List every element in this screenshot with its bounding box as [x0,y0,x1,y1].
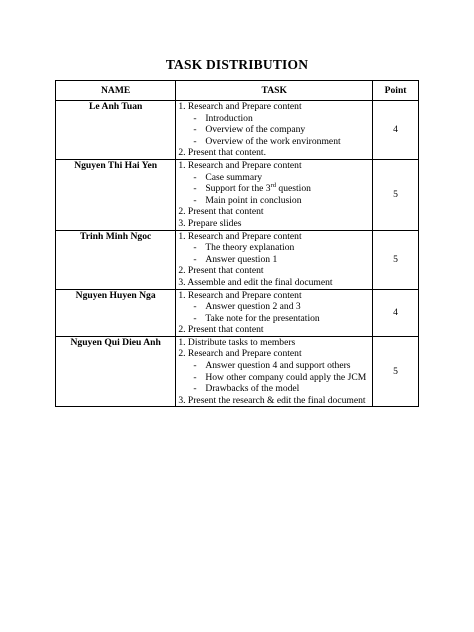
task-subitem: - Overview of the work environment [193,135,341,147]
task-line: 2. Present that content. [178,147,266,159]
task-subitem: - Support for the 3rd question [193,181,311,195]
dash-bullet: - [193,301,197,313]
task-subitem: - Overview of the company [193,124,306,136]
task-cell [176,230,373,289]
task-subitem: - Answer question 4 and support others [193,360,351,372]
point-value: 4 [373,289,419,336]
dash-bullet: - [193,124,197,136]
task-line: 2. Research and Prepare content [178,348,302,360]
task-subitem: - Answer question 2 and 3 [193,301,301,313]
point-value: 5 [373,159,419,230]
task-subitem: - Introduction [193,112,253,124]
task-line: 1. Research and Prepare content [178,101,302,112]
dash-bullet: - [193,312,197,324]
column-header-task: TASK [176,81,373,101]
member-name: Nguyen Huyen Nga [56,289,176,336]
task-line: 1. Research and Prepare content [178,159,302,171]
task-cell [176,101,373,160]
task-cell [176,289,373,336]
task-subitem: - Take note for the presentation [193,312,320,324]
task-distribution-table [55,80,419,407]
column-header-point: Point [373,81,419,101]
task-cell [176,159,373,230]
column-header-name: NAME [56,81,176,101]
task-subitem: - The theory explanation [193,242,295,254]
table-row [56,336,419,407]
task-line: 1. Distribute tasks to members [178,336,296,348]
dash-bullet: - [193,194,197,206]
task-line: 1. Research and Prepare content [178,230,302,242]
point-value: 5 [373,230,419,289]
table-row [56,101,419,160]
task-subitem: - Case summary [193,171,263,183]
page-title: TASK DISTRIBUTION [165,57,309,72]
table-row [56,230,419,289]
member-name: Le Anh Tuan [56,101,176,160]
dash-bullet: - [193,383,197,395]
task-cell [176,336,373,407]
dash-bullet: - [193,183,197,195]
member-name: Nguyen Thi Hai Yen [56,159,176,230]
task-line: 3. Prepare slides [178,217,242,229]
task-subitem: - Main point in conclusion [193,194,302,206]
table-row [56,159,419,230]
point-value: 5 [373,336,419,407]
table-row [56,289,419,336]
dash-bullet: - [193,242,197,254]
task-line: 2. Present that content [178,206,264,218]
task-line: 2. Present that content [178,324,264,336]
member-name: Nguyen Qui Dieu Anh [56,336,176,407]
task-line: 3. Present the research & edit the final document [178,394,366,406]
task-line: 2. Present that content [178,265,264,277]
dash-bullet: - [193,112,197,124]
dash-bullet: - [193,171,197,183]
task-subitem: - Answer question 1 [193,253,278,265]
dash-bullet: - [193,253,197,265]
task-line: 3. Assemble and edit the final document [178,276,333,288]
task-subitem: - How other company could apply the JCM [193,371,367,383]
point-value: 4 [373,101,419,160]
dash-bullet: - [193,135,197,147]
task-line: 1. Research and Prepare content [178,289,302,301]
task-subitem: - Drawbacks of the model [193,383,300,395]
ordinal-superscript: rd [270,181,277,189]
dash-bullet: - [193,371,197,383]
member-name: Trinh Minh Ngoc [56,230,176,289]
table-header-row [56,81,419,101]
dash-bullet: - [193,360,197,372]
